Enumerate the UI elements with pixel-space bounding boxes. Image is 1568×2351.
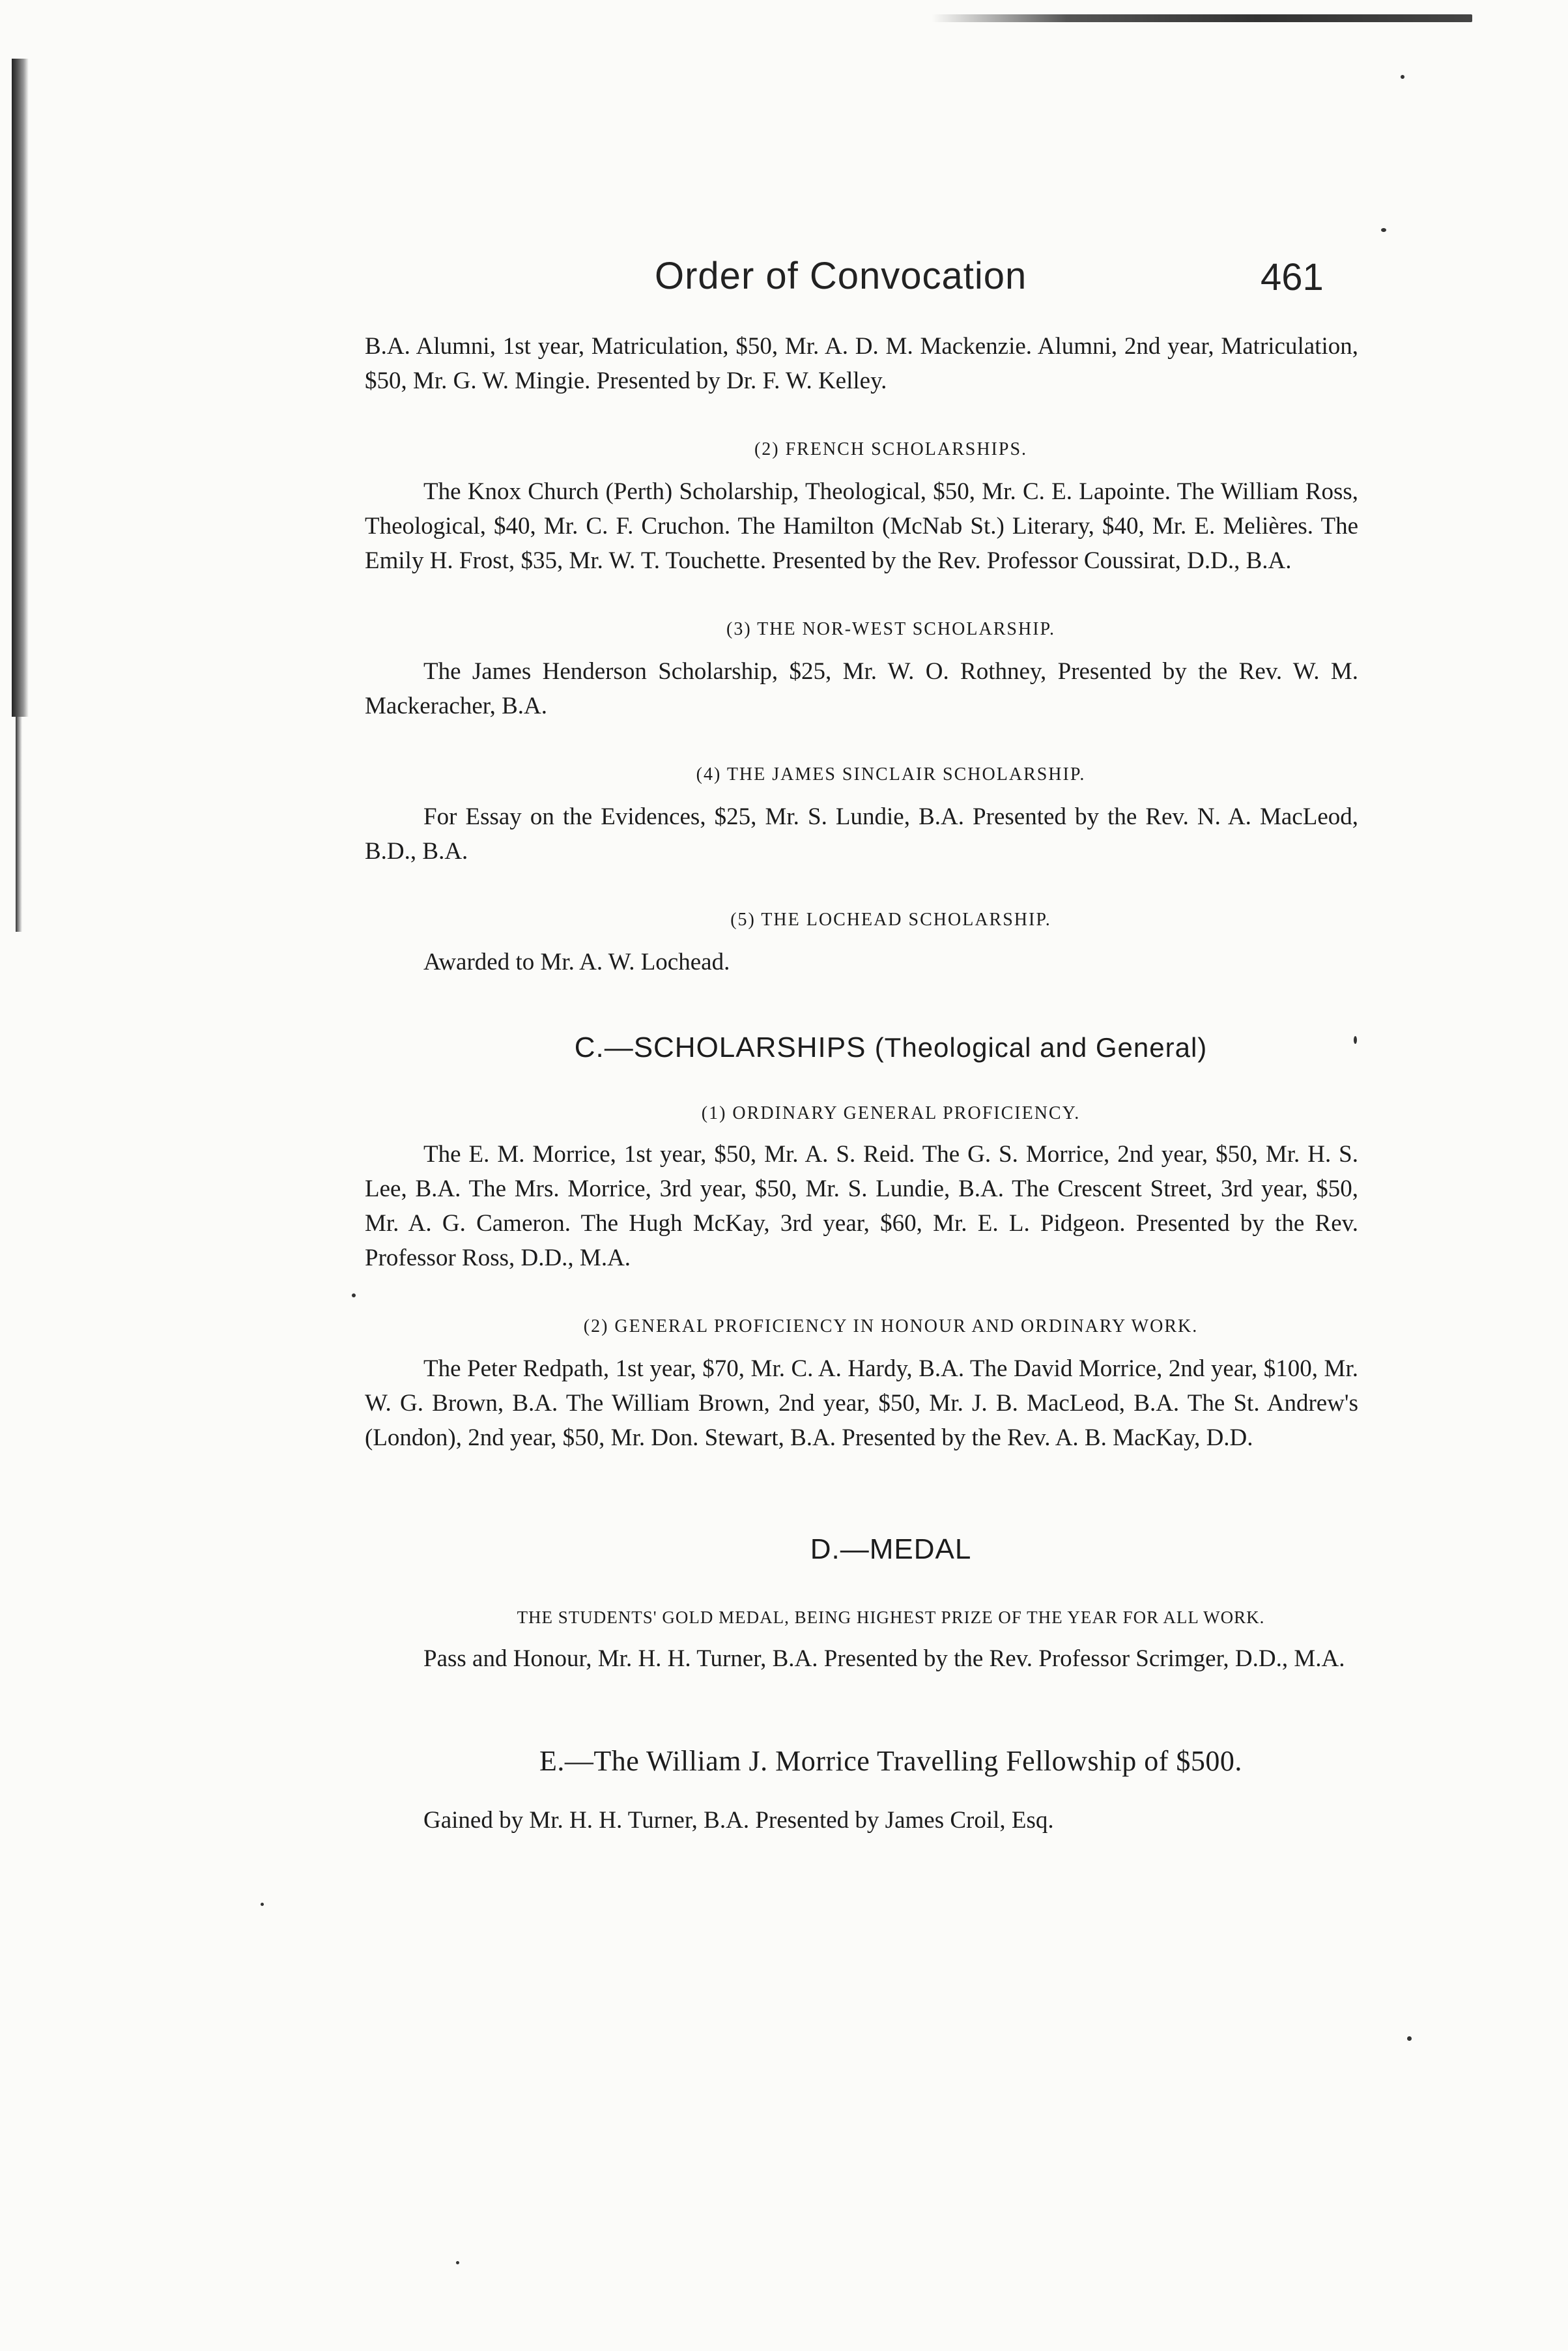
lochead-scholarship-paragraph: Awarded to Mr. A. W. Lochead.: [423, 949, 730, 975]
section-c-heading-paren: (Theological and General): [874, 1032, 1208, 1063]
section-e-heading: E.—The William J. Morrice Travelling Fellowship of $500.: [539, 1745, 1242, 1777]
ordinary-proficiency-heading: (1) ORDINARY GENERAL PROFICIENCY.: [701, 1103, 1081, 1123]
ordinary-proficiency-paragraph: The E. M. Morrice, 1st year, $50, Mr. A. S. Reid. The G. S. Morrice, 2nd year, $50, Mr. H. S. Lee, B.A. The Mrs. Morrice, 3rd year, $50, Mr. S. Lundie, B.A. The Crescent Street, 3rd year, $50, Mr. A. G. Cameron. The Hugh McKay, 3rd year, $60, Mr. E. L. Pidgeon. Presented by the Rev. Professor Ross, D.D., M.A.: [365, 1141, 1358, 1271]
sinclair-scholarship-paragraph: For Essay on the Evidences, $25, Mr. S. Lundie, B.A. Presented by the Rev. N. A. MacLeod, B.D., B.A.: [365, 803, 1358, 865]
section-c-heading-main: C.—SCHOLARSHIPS: [574, 1031, 866, 1063]
fellowship-paragraph: Gained by Mr. H. H. Turner, B.A. Presented by James Croil, Esq.: [423, 1807, 1054, 1834]
general-proficiency-paragraph: The Peter Redpath, 1st year, $70, Mr. C. A. Hardy, B.A. The David Morrice, 2nd year, $100, Mr. W. G. Brown, B.A. The William Brown, 2nd year, $50, Mr. J. B. MacLeod, B.A. The St. Andrew's (London), 2nd year, $50, Mr. Don. Stewart, B.A. Presented by the Rev. A. B. MacKay, D.D.: [365, 1355, 1358, 1451]
section-d-heading: D.—MEDAL: [810, 1533, 972, 1565]
running-head: Order of Convocation: [655, 255, 1027, 297]
scan-speck: [1381, 228, 1386, 232]
norwest-scholarship-paragraph: The James Henderson Scholarship, $25, Mr. W. O. Rothney, Presented by the Rev. W. M. Mackeracher, B.A.: [365, 658, 1358, 719]
gold-medal-subheading: THE STUDENTS' GOLD MEDAL, BEING HIGHEST PRIZE OF THE YEAR FOR ALL WORK.: [517, 1608, 1265, 1627]
page-binding-edge-lower: [16, 717, 22, 932]
sinclair-scholarship-heading: (4) THE JAMES SINCLAIR SCHOLARSHIP.: [696, 764, 1086, 785]
scan-speck: [1401, 75, 1404, 79]
norwest-scholarship-heading: (3) THE NOR-WEST SCHOLARSHIP.: [726, 619, 1055, 639]
scan-speck: [456, 2261, 459, 2264]
gold-medal-paragraph: Pass and Honour, Mr. H. H. Turner, B.A. Presented by the Rev. Professor Scrimger, D.D., M.A.: [423, 1645, 1345, 1672]
scan-speck: [261, 1903, 264, 1906]
page-binding-edge: [12, 59, 29, 717]
scan-speck: [1407, 2036, 1412, 2041]
french-scholarships-heading: (2) FRENCH SCHOLARSHIPS.: [754, 439, 1028, 459]
page-top-rule: [932, 14, 1472, 22]
intro-paragraph: B.A. Alumni, 1st year, Matriculation, $50, Mr. A. D. M. Mackenzie. Alumni, 2nd year, Matriculation, $50, Mr. G. W. Mingie. Presented by Dr. F. W. Kelley.: [365, 333, 1358, 394]
french-scholarships-paragraph: The Knox Church (Perth) Scholarship, Theological, $50, Mr. C. E. Lapointe. The William Ross, Theological, $40, Mr. C. F. Cruchon. The Hamilton (McNab St.) Literary, $40, Mr. E. Melières. The Emily H. Frost, $35, Mr. W. T. Touchette. Presented by the Rev. Professor Coussirat, D.D., B.A.: [365, 478, 1358, 574]
section-c-heading: [365, 1030, 1358, 1065]
general-proficiency-heading: (2) GENERAL PROFICIENCY IN HONOUR AND ORDINARY WORK.: [583, 1316, 1199, 1336]
scan-speck: [352, 1293, 356, 1297]
page-number: 461: [1261, 256, 1324, 298]
lochead-scholarship-heading: (5) THE LOCHEAD SCHOLARSHIP.: [730, 910, 1051, 930]
page-body: [365, 329, 1358, 1838]
